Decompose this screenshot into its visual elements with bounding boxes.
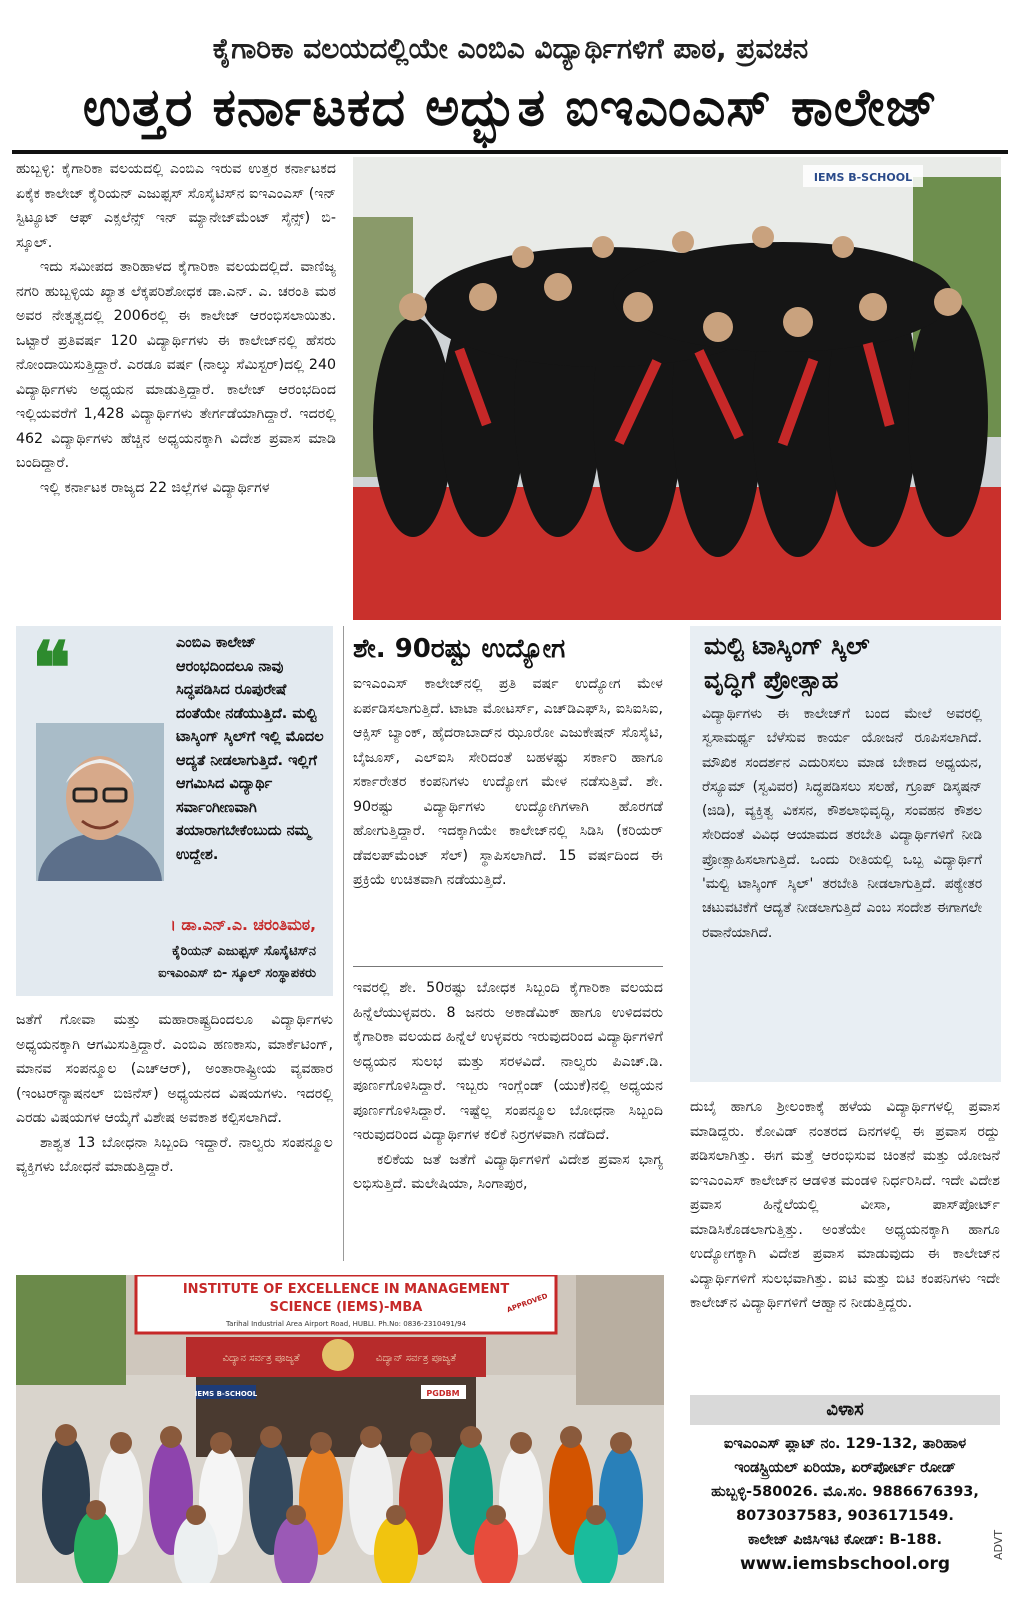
arch-text-right: ವಿದ್ಯಾನ್ ಸರ್ವತ್ರ ಪೂಜ್ಯತೆ — [375, 1353, 457, 1364]
address-line4: 8073037583, 9036171549. — [736, 1508, 954, 1524]
graduation-group-photo — [353, 157, 1001, 620]
right-bottom-paragraph: ದುಬೈ ಹಾಗೂ ಶ್ರೀಲಂಕಾಕ್ಕೆ ಹಳೆಯ ವಿದ್ಯಾರ್ಥಿಗಳಲ್ಲಿ ಪ್ರವಾಸ ಮಾಡಿದ್ದರು. ಕೋವಿಡ್ ನಂತರದ ದಿನಗಳಲ್ಲಿ ಈ ಪ್ರವಾಸ ರದ್ದು ಪಡಿಸಲಾಗಿತ್ತು. ಈಗ ಮತ್ತೆ ಆರಂಭಿಸುವ ಚಿಂತನೆ ಮತ್ತು ಯೋಜನೆ ಐಇಎಂಎಸ್ ಕಾಲೇಜ್‌ನ ಆಡಳಿತ ಮಂಡಳಿ ನಿರ್ಧರಿಸಿದೆ. ಇದೇ ವಿದೇಶ ಪ್ರವಾಸ ಹಿನ್ನೆಲೆಯಲ್ಲಿ ವೀಸಾ, ಪಾಸ್‌ಪೋರ್ಟ್ ಮಾಡಿಸಿಕೊಡಲಾಗುತ್ತಿತ್ತು. ಅಂತೆಯೇ ಅಧ್ಯಯನಕ್ಕಾಗಿ ಹಾಗೂ ಉದ್ಯೋಗಕ್ಕಾಗಿ ವಿದೇಶ ಪ್ರವಾಸ ಮಾಡುವುದು ಈ ಕಾಲೇಜ್‌ನ ವಿದ್ಯಾರ್ಥಿಗಳಿಗೆ ಸುಲಭವಾಗಿತ್ತು. ಐಟಿ ಮತ್ತು ಬಿಟಿ ಕಂಪನಿಗಳು ಇದೇ ಕಾಲೇಜ್‌ನ ವಿದ್ಯಾರ್ಥಿಗಳಿಗೆ ಆಹ್ವಾನ ನೀಡುತ್ತಿದ್ದರು. — [690, 1099, 1000, 1311]
portrait-illustration — [36, 723, 164, 881]
quote-box — [16, 626, 333, 996]
right-column-bottom — [690, 1095, 1000, 1316]
headline-rule — [12, 150, 1008, 154]
left-column-bottom — [16, 1008, 333, 1180]
college-building-photo — [16, 1275, 664, 1583]
address-line2: ಇಂಡಸ್ಟ್ರಿಯಲ್ ಏರಿಯಾ, ಏರ್‌ಪೋರ್ಟ್ ರೋಡ್ — [734, 1460, 956, 1476]
building-sign-line1: INSTITUTE OF EXCELLENCE IN MANAGEMENT — [182, 1282, 510, 1297]
building-sign-line3: Tarihal Industrial Area Airport Road, HUBLI. Ph.No: 0836-2310491/94 — [225, 1320, 467, 1328]
graduation-photo-illustration — [353, 157, 1001, 620]
sidebar-box — [690, 626, 1001, 1082]
quote-mark-icon: ❝ — [32, 625, 71, 710]
kicker: ಕೈಗಾರಿಕಾ ವಲಯದಲ್ಲಿಯೇ ಎಂಬಿಎ ವಿದ್ಯಾರ್ಥಿಗಳಿಗೆ ಪಾಠ, ಪ್ರವಚನ — [212, 32, 809, 65]
middle-column-2 — [353, 976, 663, 1197]
left-bottom-paragraph-2: ಶಾಶ್ವತ 13 ಬೋಧನಾ ಸಿಬ್ಬಂದಿ ಇದ್ದಾರೆ. ನಾಲ್ವರು ಸಂಪನ್ಮೂಲ ವ್ಯಕ್ತಿಗಳು ಬೋಧನೆ ಮಾಡುತ್ತಿದ್ದಾರೆ. — [16, 1134, 333, 1175]
sidebar-title-line1: ಮಲ್ಟಿ ಟಾಸ್ಕಿಂಗ್ ಸ್ಕಿಲ್ — [704, 632, 870, 660]
address-line1: ಐಇಎಂಎಸ್ ಪ್ಲಾಟ್ ನಂ. 129-132, ತಾರಿಹಾಳ — [723, 1436, 967, 1452]
left-paragraph-1: ಹುಬ್ಬಳ್ಳಿ: ಕೈಗಾರಿಕಾ ವಲಯದಲ್ಲಿ ಎಂಬಿಎ ಇರುವ ಉತ್ತರ ಕರ್ನಾಟಕದ ಏಕೈಕ ಕಾಲೇಜ್ ಕೈರಿಯನ್ ಎಜುಫ್ಸಸ್ ಸೊಸೈಟಿಸ್‌ನ ಐಇಎಂಎಸ್ (ಇನ್ ಸ್ಟಿಟ್ಯೂಟ್ ಆಫ್ ಎಕ್ಸಲೆನ್ಸ್ ಇನ್ ಮ್ಯಾನೇಜ್‌ಮೆಂಟ್ ಸೈನ್ಸ್) ಬಿ- ಸ್ಕೂಲ್. — [16, 161, 336, 251]
left-paragraph-3: ಇಲ್ಲಿ ಕರ್ನಾಟಕ ರಾಜ್ಯದ 22 ಜಿಲ್ಲೆಗಳ ವಿದ್ಯಾರ್ಥಿಗಳ — [40, 479, 270, 496]
headline: ಉತ್ತರ ಕರ್ನಾಟಕದ ಅದ್ಭುತ ಐಇಎಂಎಸ್ ಕಾಲೇಜ್ — [82, 78, 939, 138]
quote-role-line1: ಕೈರಿಯನ್ ಎಜುಫ್ಸಸ್ ಸೊಸೈಟಿಸ್‌ನ — [172, 944, 316, 959]
website-link[interactable]: www.iemsbschool.org — [739, 1554, 951, 1574]
middle-separator — [353, 966, 663, 967]
approved-stamp: APPROVED — [505, 1292, 549, 1315]
address-block — [690, 1432, 1000, 1576]
college-photo-illustration — [16, 1275, 664, 1583]
portrait-photo — [36, 723, 164, 881]
photo-banner-text: IEMS B-SCHOOL — [813, 171, 913, 184]
pgdbm-sign: PGDBM — [426, 1389, 460, 1398]
quote-role-line2: ಐಇಎಂಎಸ್ ಬಿ- ಸ್ಕೂಲ್ ಸಂಸ್ಥಾಪಕರು — [158, 966, 316, 981]
middle-paragraph-2: ಇವರಲ್ಲಿ ಶೇ. 50ರಷ್ಟು ಬೋಧಕ ಸಿಬ್ಬಂದಿ ಕೈಗಾರಿಕಾ ವಲಯದ ಹಿನ್ನೆಲೆಯುಳ್ಳವರು. 8 ಜನರು ಅಕಾಡೆಮಿಕ್ ಹಾಗೂ ಉಳಿದವರು ಕೈಗಾರಿಕಾ ವಲಯದ ಹಿನ್ನೆಲೆ ಉಳ್ಳವರು ಇರುವುದರಿಂದ ವಿದ್ಯಾರ್ಥಿಗಳಿಗೆ ಅಧ್ಯಯನ ಸುಲಭ ಮತ್ತು ಸರಳವಿದೆ. ನಾಲ್ವರು ಪಿಎಚ್.ಡಿ. ಪೂರ್ಣಗೊಳಿಸಿದ್ದಾರೆ. ಇಬ್ಬರು ಇಂಗ್ಲೆಂಡ್ (ಯುಕೆ)ನಲ್ಲಿ ಅಧ್ಯಯನ ಪೂರ್ಣಗೊಳಿಸಿದ್ದಾರೆ. ಇಷ್ಟೆಲ್ಲ ಸಂಪನ್ಮೂಲ ಬೋಧನಾ ಸಿಬ್ಬಂದಿ ಇರುವುದರಿಂದ ವಿದ್ಯಾರ್ಥಿಗಳ ಕಲಿಕೆ ನಿರ್ರಗಳವಾಗಿ ನಡೆದಿದೆ. — [353, 980, 663, 1143]
advt-label: ADVT — [992, 1529, 1005, 1560]
arch-text-left: ವಿದ್ಯಾನ ಸರ್ವತ್ರ ಪೂಜ್ಯತೆ — [222, 1353, 300, 1364]
sidebar-title-line2: ವೃದ್ಧಿಗೆ ಪ್ರೋತ್ಸಾಹ — [704, 666, 839, 694]
middle-column — [353, 672, 663, 893]
middle-paragraph-3: ಕಲಿಕೆಯ ಜತೆ ಜತೆಗೆ ವಿದ್ಯಾರ್ಥಿಗಳಿಗೆ ವಿದೇಶ ಪ್ರವಾಸ ಭಾಗ್ಯ ಲಭಿಸುತ್ತಿದೆ. ಮಲೇಷಿಯಾ, ಸಿಂಗಾಪುರ, — [353, 1151, 663, 1192]
address-heading: ವಿಳಾಸ — [690, 1395, 1000, 1425]
address-line5: ಕಾಲೇಜ್ ಪಿಜಿಸಿಇಟಿ ಕೋಡ್: B-188. — [747, 1532, 943, 1548]
column-divider — [343, 626, 344, 1261]
quote-text: ಎಂಬಿಎ ಕಾಲೇಜ್ ಆರಂಭದಿಂದಲೂ ನಾವು ಸಿದ್ಧಪಡಿಸಿದ ರೂಪುರೇಷೆ ದಂತೆಯೇ ನಡೆಯುತ್ತಿದೆ. ಮಲ್ಟಿ ಟಾಸ್ಕಿಂಗ್ ಸ್ಕಿಲ್‌ಗೆ ಇಲ್ಲಿ ಮೊದಲ ಆದ್ಯತೆ ನೀಡಲಾಗುತ್ತಿದೆ. ಇಲ್ಲಿಗೆ ಆಗಮಿಸಿದ ವಿದ್ಯಾರ್ಥಿ ಸರ್ವಾಂಗೀಣವಾಗಿ ತಯಾರಾಗಬೇಕೆಂಬುದು ನಮ್ಮ ಉದ್ದೇಶ. — [176, 635, 324, 863]
middle-title: ಶೇ. 90ರಷ್ಟು ಉದ್ಯೋಗ — [353, 634, 566, 664]
door-sign: IEMS B-SCHOOL — [194, 1390, 258, 1398]
sidebar-text: ವಿದ್ಯಾರ್ಥಿಗಳು ಈ ಕಾಲೇಜ್‌ಗೆ ಬಂದ ಮೇಲೆ ಅವರಲ್ಲಿ ಸ್ವಸಾಮರ್ಥ್ಯ ಬೆಳೆಸುವ ಕಾರ್ಯ ಯೋಜನೆ ರೂಪಿಸಲಾಗಿದೆ. ಮೌಖಿಕ ಸಂದರ್ಶನ ಎದುರಿಸಲು ಮಾಡ ಬೇಕಾದ ಅಧ್ಯಯನ, ರೆಸ್ಯೂಮ್ (ಸ್ವವಿವರ) ಸಿದ್ಧಪಡಿಸಲು ಸಲಹೆ, ಗ್ರೂಪ್ ಡಿಸ್ಕಷನ್ (ಜಿಡಿ), ವ್ಯಕ್ತಿತ್ವ ವಿಕಸನ, ಕೌಶಲಾಭಿವೃದ್ಧಿ, ಸಂವಹನ ಕೌಶಲ ಸೇರಿದಂತೆ ವಿವಿಧ ಆಯಾಮದ ತರಬೇತಿ ವಿದ್ಯಾರ್ಥಿಗಳಿಗೆ ನೀಡಿ ಪ್ರೋತ್ಸಾಹಿಸಲಾಗುತ್ತಿದೆ. ಒಂದು ರೀತಿಯಲ್ಲಿ ಒಬ್ಬ ವಿದ್ಯಾರ್ಥಿಗೆ 'ಮಲ್ಟಿ ಟಾಸ್ಕಿಂಗ್ ಸ್ಕಿಲ್' ತರಬೇತಿ ನೀಡಲಾಗುತ್ತಿದೆ. ಪಠ್ಯೇತರ ಚಟುವಟಿಕೆಗೆ ಆದ್ಯತೆ ನೀಡಲಾಗುತ್ತಿದೆ ಎಂಬ ಸಂದೇಶ ಈಗಾಗಲೇ ರವಾನೆಯಾಗಿದೆ. — [702, 706, 982, 941]
address-line3: ಹುಬ್ಬಳ್ಳಿ-580026. ಮೊ.ಸಂ. 9886676393, — [711, 1484, 979, 1500]
building-sign-line2: SCIENCE (IEMS)-MBA — [269, 1300, 423, 1315]
middle-paragraph-1: ಐಇಎಂಎಸ್ ಕಾಲೇಜ್‌ನಲ್ಲಿ ಪ್ರತಿ ವರ್ಷ ಉದ್ಯೋಗ ಮೇಳ ಏರ್ಪಡಿಸಲಾಗುತ್ತಿದೆ. ಟಾಟಾ ಮೋಟರ್ಸ್, ಎಚ್‌ಡಿಎಫ್‌ಸಿ, ಐಸಿಐಸಿಐ, ಆಕ್ಸಿಸ್ ಬ್ಯಾಂಕ್, ಹೈದರಾಬಾದ್‌ನ ಝೂರೋ ಎಜುಕೇಷನ್ ಸೊಸೈಟಿ, ಬೈಜೂಸ್, ಎಲ್‌ಐಸಿ ಸೇರಿದಂತೆ ಬಹಳಷ್ಟು ಸರ್ಕಾರಿ ಹಾಗೂ ಸರ್ಕಾರೇತರ ಕಂಪನಿಗಳು ಉದ್ಯೋಗ ಮೇಳ ನಡೆಸುತ್ತಿವೆ. ಶೇ. 90ರಷ್ಟು ವಿದ್ಯಾರ್ಥಿಗಳು ಉದ್ಯೋಗಿಗಳಾಗಿ ಹೊರಗಡೆ ಹೋಗುತ್ತಿದ್ದಾರೆ. ಇದಕ್ಕಾಗಿಯೇ ಕಾಲೇಜ್‌ನಲ್ಲಿ ಸಿಡಿಸಿ (ಕರಿಯರ್ ಡೆವಲಪ್‌ಮೆಂಟ್ ಸೆಲ್) ಸ್ಥಾಪಿಸಲಾಗಿದೆ. 15 ವರ್ಷದಿಂದ ಈ ಪ್ರಕ್ರಿಯೆ ಉಚಿತವಾಗಿ ನಡೆಯುತ್ತಿದೆ. — [353, 676, 663, 888]
left-bottom-paragraph-1: ಜತೆಗೆ ಗೋವಾ ಮತ್ತು ಮಹಾರಾಷ್ಟ್ರದಿಂದಲೂ ವಿದ್ಯಾರ್ಥಿಗಳು ಅಧ್ಯಯನಕ್ಕಾಗಿ ಆಗಮಿಸುತ್ತಿದ್ದಾರೆ. ಎಂಬಿಎ ಹಣಕಾಸು, ಮಾರ್ಕೆಟಿಂಗ್, ಮಾನವ ಸಂಪನ್ಮೂಲ (ಎಚ್‌ಆರ್), ಅಂತಾರಾಷ್ಟ್ರೀಯ ವ್ಯವಹಾರ (ಇಂಟರ್‌ನ್ಯಾಷನಲ್ ಬಿಜಿನೆಸ್) ಅಧ್ಯಯನದ ವಿಷಯಗಳು. ಇದರಲ್ಲಿ ಎರಡು ವಿಷಯಗಳ ಆಯ್ಕೆಗೆ ವಿಶೇಷ ಅವಕಾಶ ಕಲ್ಪಿಸಲಾಗಿದೆ. — [16, 1012, 333, 1126]
left-paragraph-2: ಇದು ಸಮೀಪದ ತಾರಿಹಾಳದ ಕೈಗಾರಿಕಾ ವಲಯದಲ್ಲಿದೆ. ವಾಣಿಜ್ಯ ನಗರಿ ಹುಬ್ಬಳ್ಳಿಯ ಖ್ಯಾತ ಲೆಕ್ಕಪರಿಶೋಧಕ ಡಾ.ಎನ್. ಎ. ಚರಂತಿ ಮಠ ಅವರ ನೇತೃತ್ವದಲ್ಲಿ 2006ರಲ್ಲಿ ಈ ಕಾಲೇಜ್ ಆರಂಭಿಸಲಾಯಿತು. ಒಟ್ಟಾರೆ ಪ್ರತಿವರ್ಷ 120 ವಿದ್ಯಾರ್ಥಿಗಳು ಈ ಕಾಲೇಜ್‌ನಲ್ಲಿ ಹೆಸರು ನೋಂದಾಯಿಸುತ್ತಿದ್ದಾರೆ. ಎರಡೂ ವರ್ಷ (ನಾಲ್ಕು ಸೆಮಿಸ್ಟರ್)ದಲ್ಲಿ 240 ವಿದ್ಯಾರ್ಥಿಗಳು ಅಧ್ಯಯನ ಮಾಡುತ್ತಿದ್ದಾರೆ. ಕಾಲೇಜ್ ಆರಂಭದಿಂದ ಇಲ್ಲಿಯವರೆಗೆ 1,428 ವಿದ್ಯಾರ್ಥಿಗಳು ತೇರ್ಗಡೆಯಾಗಿದ್ದಾರೆ. ಇದರಲ್ಲಿ 462 ವಿದ್ಯಾರ್ಥಿಗಳು ಹೆಚ್ಚಿನ ಅಧ್ಯಯನಕ್ಕಾಗಿ ವಿದೇಶ ಪ್ರವಾಸ ಮಾಡಿ ಬಂದಿದ್ದಾರೆ. — [16, 259, 336, 471]
left-column-top — [16, 157, 336, 500]
quote-author: । ಡಾ.ಎನ್.ಎ. ಚರಂತಿಮಠ, — [170, 916, 316, 934]
